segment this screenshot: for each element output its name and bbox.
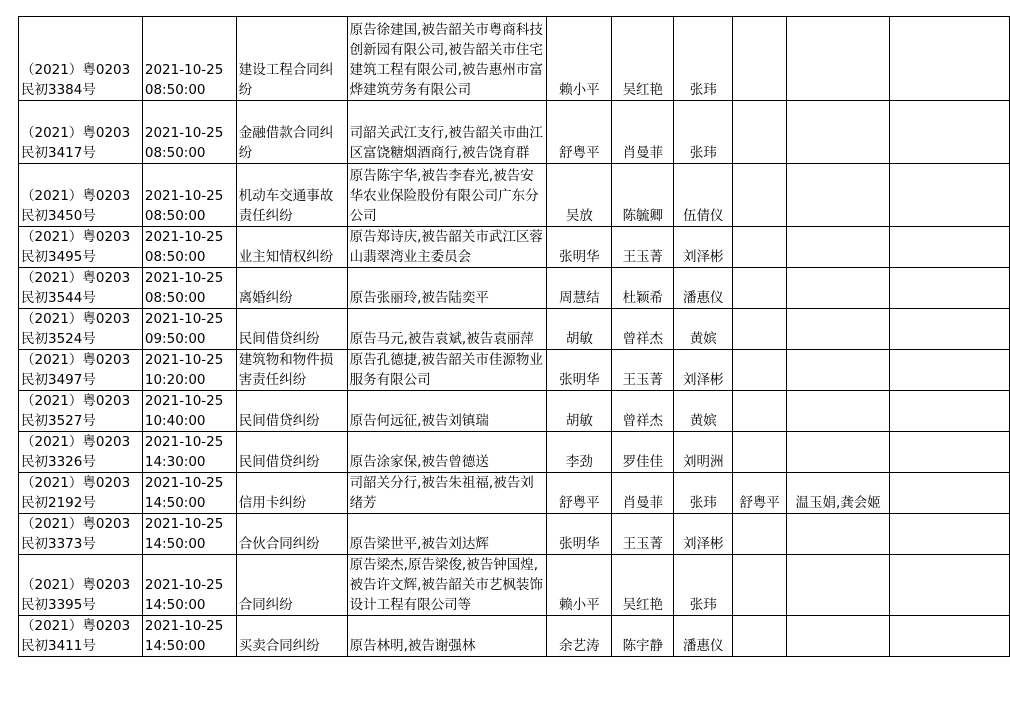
presiding-judge-cell: 胡敏 (547, 309, 612, 350)
table-row (19, 164, 1010, 227)
hearing-time-cell: 2021-10-25 10:20:00 (142, 350, 236, 391)
table-row (19, 555, 1010, 616)
clerk-cell: 张玮 (674, 17, 733, 101)
extra-member-cell (733, 350, 787, 391)
judge-member-cell: 王玉菁 (612, 227, 674, 268)
judge-member-cell: 吴红艳 (612, 17, 674, 101)
case-number-cell: （2021）粤0203民初3495号 (19, 227, 143, 268)
juror-cell (787, 514, 890, 555)
case-number-cell: （2021）粤0203民初3384号 (19, 17, 143, 101)
judge-member-cell: 罗佳佳 (612, 432, 674, 473)
table-row (19, 514, 1010, 555)
case-cause-cell: 业主知情权纠纷 (236, 227, 347, 268)
presiding-judge-cell: 舒粤平 (547, 473, 612, 514)
judge-member-cell: 陈毓卿 (612, 164, 674, 227)
parties-cell: 原告林明,被告谢强林 (347, 616, 547, 657)
case-cause-cell: 信用卡纠纷 (236, 473, 347, 514)
case-cause-cell: 建设工程合同纠纷 (236, 17, 347, 101)
presiding-judge-cell: 张明华 (547, 227, 612, 268)
parties-cell: 原告梁世平,被告刘达辉 (347, 514, 547, 555)
hearing-time-cell: 2021-10-25 14:30:00 (142, 432, 236, 473)
case-cause-cell: 买卖合同纠纷 (236, 616, 347, 657)
table-row (19, 101, 1010, 164)
presiding-judge-cell: 吴放 (547, 164, 612, 227)
empty-cell (890, 616, 1010, 657)
juror-cell (787, 101, 890, 164)
clerk-cell: 张玮 (674, 101, 733, 164)
case-number-cell: （2021）粤0203民初3395号 (19, 555, 143, 616)
case-cause-cell: 民间借贷纠纷 (236, 309, 347, 350)
clerk-cell: 潘惠仪 (674, 616, 733, 657)
empty-cell (890, 514, 1010, 555)
clerk-cell: 刘明洲 (674, 432, 733, 473)
table-row (19, 616, 1010, 657)
empty-cell (890, 555, 1010, 616)
case-number-cell: （2021）粤0203民初2192号 (19, 473, 143, 514)
hearing-time-cell: 2021-10-25 14:50:00 (142, 473, 236, 514)
clerk-cell: 潘惠仪 (674, 268, 733, 309)
empty-cell (890, 350, 1010, 391)
extra-member-cell (733, 268, 787, 309)
presiding-judge-cell: 张明华 (547, 350, 612, 391)
extra-member-cell (733, 309, 787, 350)
table-row (19, 391, 1010, 432)
table-row (19, 432, 1010, 473)
parties-cell: 原告马元,被告袁斌,被告袁丽萍 (347, 309, 547, 350)
presiding-judge-cell: 赖小平 (547, 555, 612, 616)
parties-cell: 司韶关武江支行,被告韶关市曲江区富饶糖烟酒商行,被告饶育群 (347, 101, 547, 164)
hearing-time-cell: 2021-10-25 08:50:00 (142, 227, 236, 268)
table-row (19, 227, 1010, 268)
case-cause-cell: 离婚纠纷 (236, 268, 347, 309)
juror-cell (787, 309, 890, 350)
parties-cell: 原告陈宇华,被告李春光,被告安华农业保险股份有限公司广东分公司 (347, 164, 547, 227)
clerk-cell: 张玮 (674, 555, 733, 616)
juror-cell (787, 268, 890, 309)
empty-cell (890, 473, 1010, 514)
hearing-time-cell: 2021-10-25 14:50:00 (142, 555, 236, 616)
presiding-judge-cell: 周慧结 (547, 268, 612, 309)
judge-member-cell: 王玉菁 (612, 350, 674, 391)
case-cause-cell: 合同纠纷 (236, 555, 347, 616)
extra-member-cell (733, 17, 787, 101)
clerk-cell: 黄嫔 (674, 309, 733, 350)
parties-cell: 原告徐建国,被告韶关市粤商科技创新园有限公司,被告韶关市住宅建筑工程有限公司,被告惠州市富烨建筑劳务有限公司 (347, 17, 547, 101)
juror-cell (787, 17, 890, 101)
case-number-cell: （2021）粤0203民初3527号 (19, 391, 143, 432)
juror-cell (787, 616, 890, 657)
empty-cell (890, 101, 1010, 164)
hearing-time-cell: 2021-10-25 08:50:00 (142, 164, 236, 227)
table-row (19, 309, 1010, 350)
hearing-time-cell: 2021-10-25 10:40:00 (142, 391, 236, 432)
clerk-cell: 黄嫔 (674, 391, 733, 432)
case-number-cell: （2021）粤0203民初3373号 (19, 514, 143, 555)
case-number-cell: （2021）粤0203民初3417号 (19, 101, 143, 164)
judge-member-cell: 曾祥杰 (612, 391, 674, 432)
case-cause-cell: 民间借贷纠纷 (236, 391, 347, 432)
empty-cell (890, 17, 1010, 101)
juror-cell (787, 432, 890, 473)
empty-cell (890, 227, 1010, 268)
juror-cell (787, 391, 890, 432)
case-cause-cell: 金融借款合同纠纷 (236, 101, 347, 164)
judge-member-cell: 陈宇静 (612, 616, 674, 657)
extra-member-cell (733, 555, 787, 616)
case-number-cell: （2021）粤0203民初3524号 (19, 309, 143, 350)
presiding-judge-cell: 舒粤平 (547, 101, 612, 164)
judge-member-cell: 曾祥杰 (612, 309, 674, 350)
case-number-cell: （2021）粤0203民初3450号 (19, 164, 143, 227)
extra-member-cell (733, 514, 787, 555)
parties-cell: 司韶关分行,被告朱祖福,被告刘绪芳 (347, 473, 547, 514)
clerk-cell: 张玮 (674, 473, 733, 514)
judge-member-cell: 肖曼菲 (612, 101, 674, 164)
table-row (19, 473, 1010, 514)
case-number-cell: （2021）粤0203民初3497号 (19, 350, 143, 391)
table-row (19, 350, 1010, 391)
case-cause-cell: 建筑物和物件损害责任纠纷 (236, 350, 347, 391)
extra-member-cell (733, 227, 787, 268)
parties-cell: 原告何远征,被告刘镇瑞 (347, 391, 547, 432)
presiding-judge-cell: 李劲 (547, 432, 612, 473)
presiding-judge-cell: 张明华 (547, 514, 612, 555)
presiding-judge-cell: 余艺涛 (547, 616, 612, 657)
extra-member-cell (733, 616, 787, 657)
empty-cell (890, 309, 1010, 350)
empty-cell (890, 164, 1010, 227)
hearing-time-cell: 2021-10-25 09:50:00 (142, 309, 236, 350)
extra-member-cell (733, 391, 787, 432)
hearing-time-cell: 2021-10-25 08:50:00 (142, 101, 236, 164)
judge-member-cell: 杜颖希 (612, 268, 674, 309)
case-cause-cell: 合伙合同纠纷 (236, 514, 347, 555)
juror-cell (787, 350, 890, 391)
juror-cell: 温玉娟,龚会姬 (787, 473, 890, 514)
judge-member-cell: 吴红艳 (612, 555, 674, 616)
presiding-judge-cell: 赖小平 (547, 17, 612, 101)
extra-member-cell (733, 101, 787, 164)
hearing-time-cell: 2021-10-25 08:50:00 (142, 268, 236, 309)
parties-cell: 原告孔德捷,被告韶关市佳源物业服务有限公司 (347, 350, 547, 391)
parties-cell: 原告郑诗庆,被告韶关市武江区蓉山翡翠湾业主委员会 (347, 227, 547, 268)
juror-cell (787, 555, 890, 616)
hearing-schedule-table (18, 16, 1010, 657)
parties-cell: 原告涂家保,被告曾德送 (347, 432, 547, 473)
case-cause-cell: 民间借贷纠纷 (236, 432, 347, 473)
hearing-time-cell: 2021-10-25 14:50:00 (142, 616, 236, 657)
hearing-time-cell: 2021-10-25 08:50:00 (142, 17, 236, 101)
case-number-cell: （2021）粤0203民初3411号 (19, 616, 143, 657)
clerk-cell: 刘泽彬 (674, 350, 733, 391)
judge-member-cell: 王玉菁 (612, 514, 674, 555)
extra-member-cell: 舒粤平 (733, 473, 787, 514)
judge-member-cell: 肖曼菲 (612, 473, 674, 514)
parties-cell: 原告张丽玲,被告陆奕平 (347, 268, 547, 309)
table-row (19, 17, 1010, 101)
hearing-time-cell: 2021-10-25 14:50:00 (142, 514, 236, 555)
clerk-cell: 刘泽彬 (674, 227, 733, 268)
juror-cell (787, 227, 890, 268)
clerk-cell: 刘泽彬 (674, 514, 733, 555)
parties-cell: 原告梁杰,原告梁俊,被告钟国煌,被告许文辉,被告韶关市艺枫装饰设计工程有限公司等 (347, 555, 547, 616)
case-number-cell: （2021）粤0203民初3326号 (19, 432, 143, 473)
extra-member-cell (733, 164, 787, 227)
extra-member-cell (733, 432, 787, 473)
empty-cell (890, 432, 1010, 473)
juror-cell (787, 164, 890, 227)
empty-cell (890, 391, 1010, 432)
empty-cell (890, 268, 1010, 309)
case-number-cell: （2021）粤0203民初3544号 (19, 268, 143, 309)
table-body (19, 17, 1010, 657)
table-row (19, 268, 1010, 309)
clerk-cell: 伍倩仪 (674, 164, 733, 227)
case-cause-cell: 机动车交通事故责任纠纷 (236, 164, 347, 227)
presiding-judge-cell: 胡敏 (547, 391, 612, 432)
